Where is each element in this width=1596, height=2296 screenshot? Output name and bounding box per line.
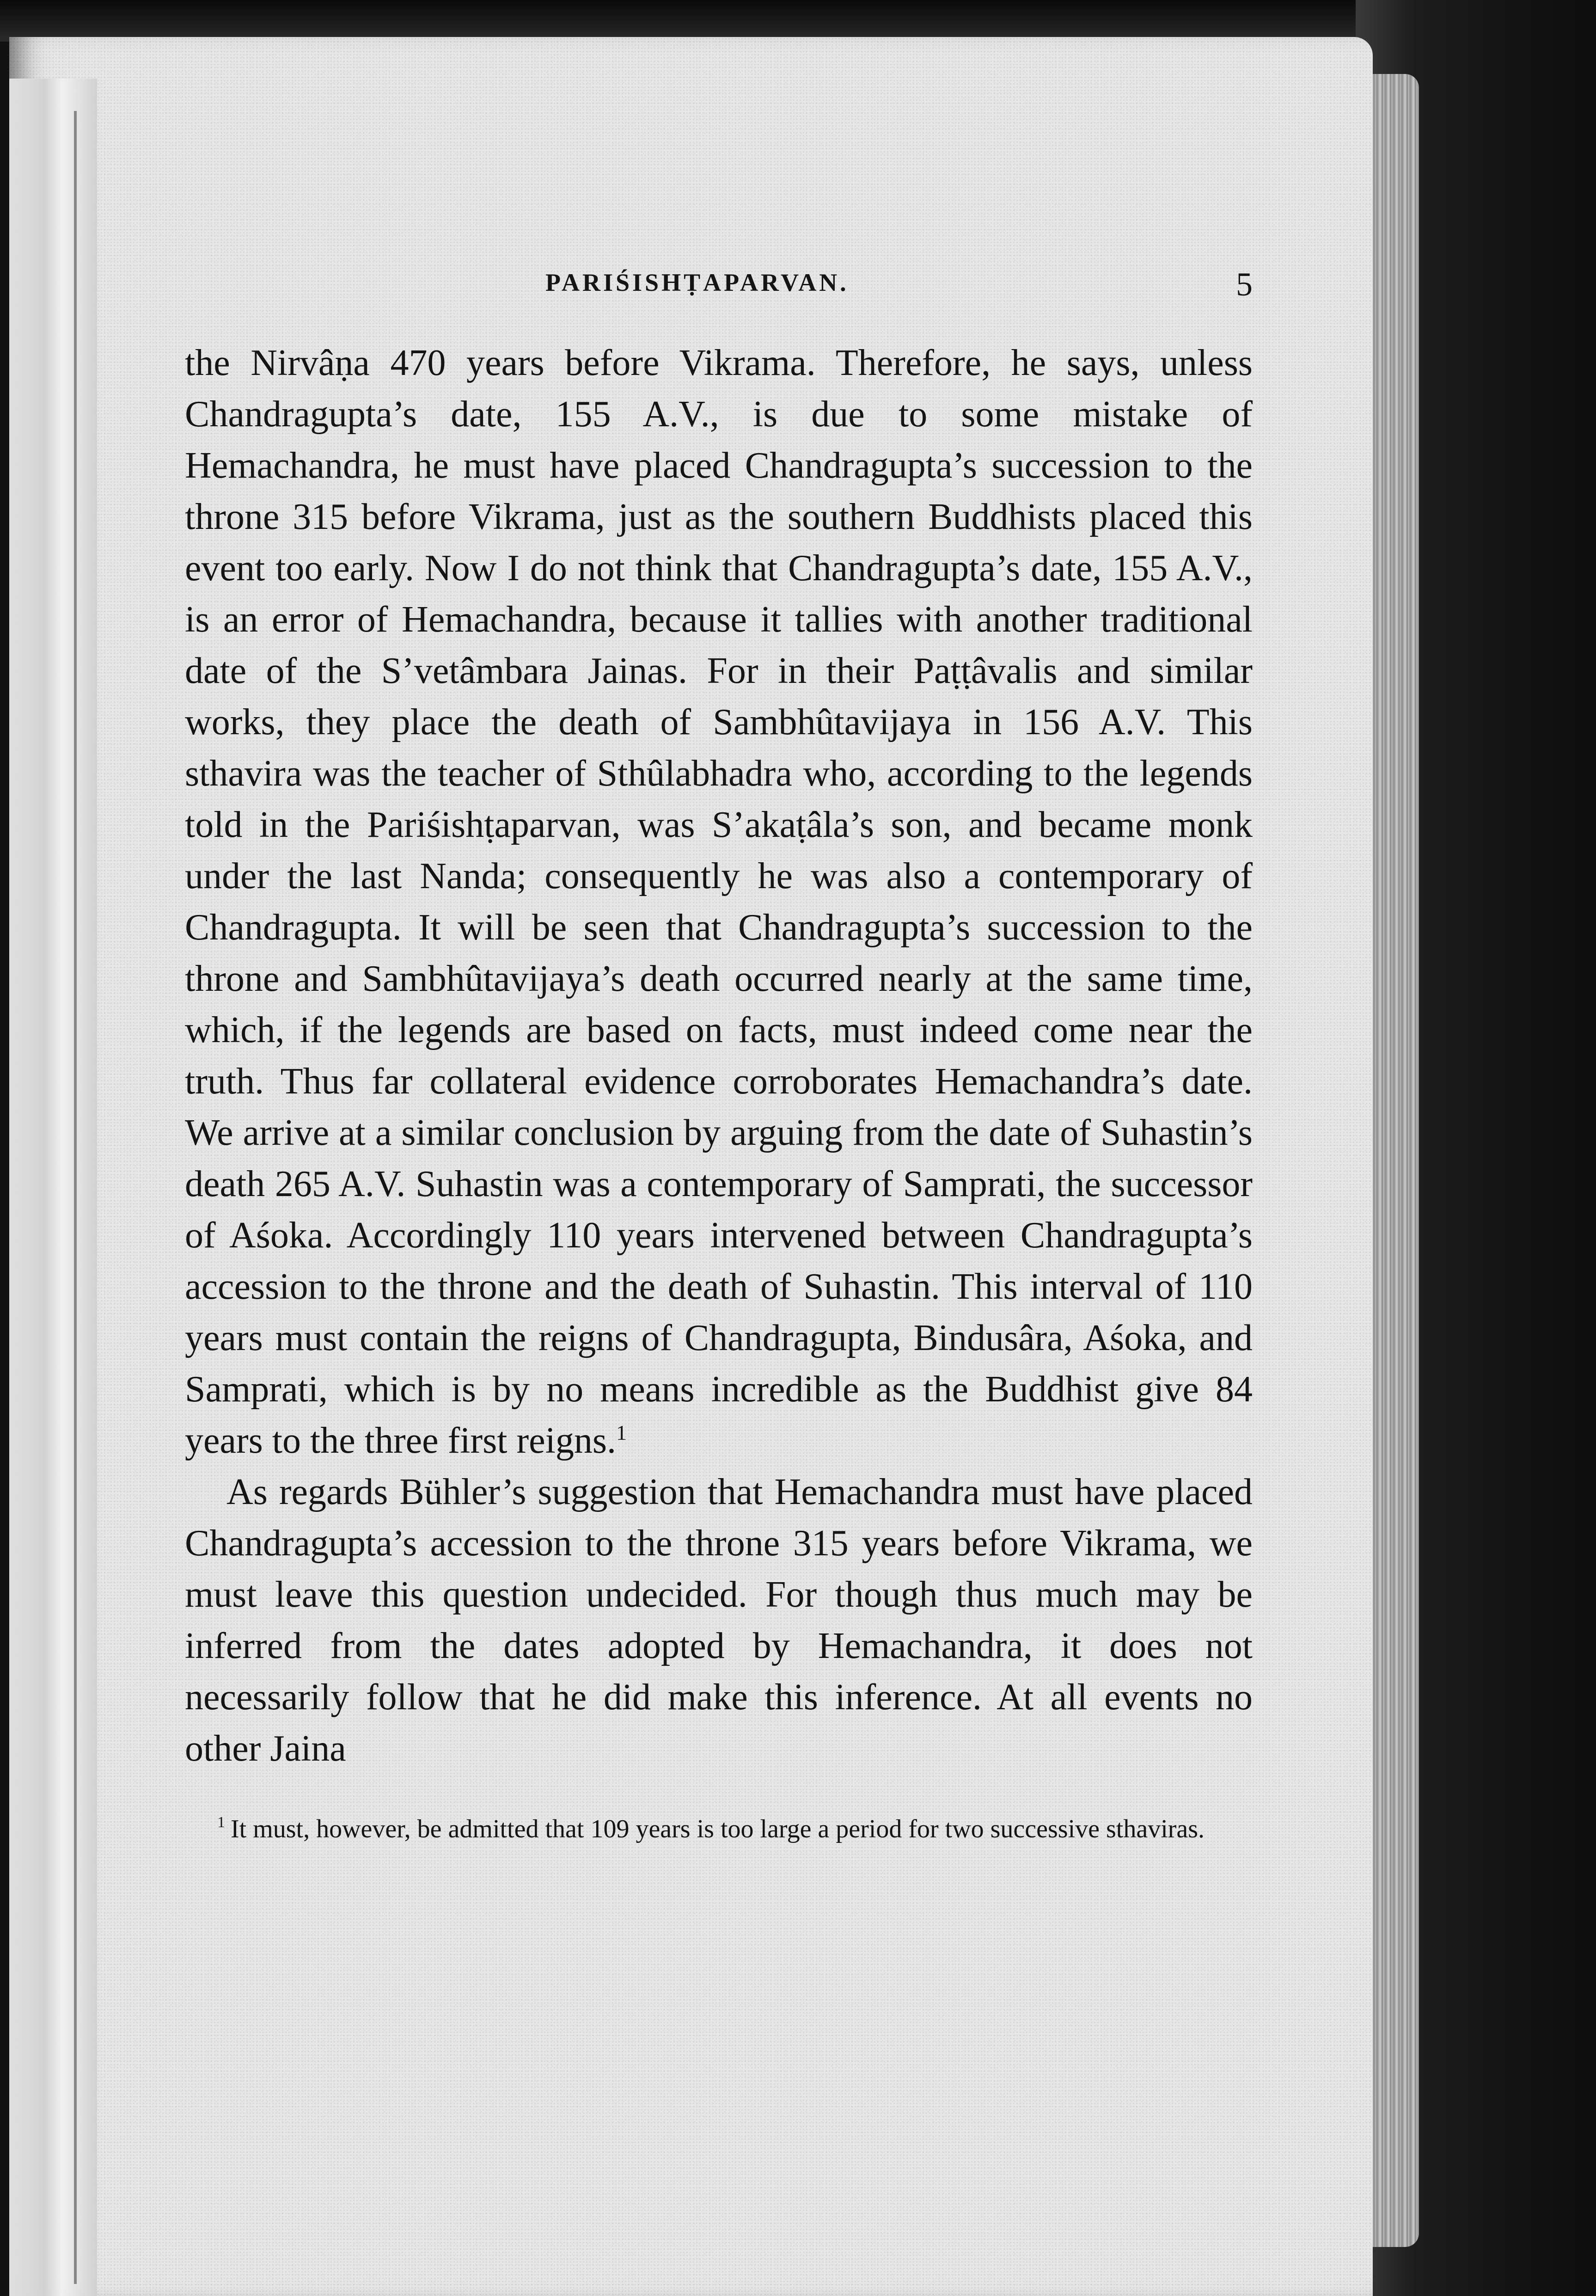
book-binding (9, 79, 97, 2296)
page-paper (9, 37, 1373, 2296)
binding-crease (74, 111, 77, 2284)
paragraph-2: As regards Bühler’s suggestion that Hemachandra must have placed Chandragupta’s accession to the throne 315 years before Vikrama, we must leave this question undecided. For though thus much may be inferred from the dates adopted by Hemachandra, it does not necessarily follow that he did make this inference. At all events no other Jaina (185, 1472, 1253, 1769)
paragraph-1-text: the Nirvâṇa 470 years before Vikrama. Therefore, he says, unless Chandragupta’s date, 155 A.V., is due to some mistake of Hemachandra, he must have placed Chandragupta’s succession to the throne 315 before Vikrama, just as the southern Buddhists placed this event too early. Now I do not think that Chandragupta’s date, 155 A.V., is an error of Hemachandra, because it tallies with another traditional date of the S’vetâmbara Jainas. For in their Paṭṭâvalis and similar works, they place the death of Sambhûtavijaya in 156 A.V. This sthavira was the teacher of Sthûlabhadra who, according to the legends told in the Pariśishṭaparvan, was S’akaṭâla’s son, and became monk under the last Nanda; consequently he was also a contemporary of Chandragupta. It will be seen that Chandragupta’s succession to the throne and Sambhûtavijaya’s death occurred nearly at the same time, which, if the legends are based on facts, must indeed come near the truth. Thus far collateral evidence corroborates Hemachandra’s date. We arrive at a similar conclusion by arguing from the date of Suhastin’s death 265 A.V. Suhastin was a contemporary of Samprati, the successor of Aśoka. Accordingly 110 years intervened between Chandragupta’s accession to the throne and the death of Suhastin. This interval of 110 years must contain the reigns of Chandragupta, Bindusâra, Aśoka, and Samprati, which is by no means incredible as the Buddhist give 84 years to the three first reigns. (185, 343, 1253, 1461)
text-block (185, 268, 1253, 1851)
running-head: PARIŚISHṬAPARVAN. (545, 269, 849, 296)
page-header (185, 268, 1253, 319)
footnote-reference[interactable]: 1 (616, 1421, 627, 1444)
body-text (185, 338, 1253, 1774)
paragraph-continued (185, 338, 1253, 1467)
footnote-mark: 1 (217, 1814, 225, 1831)
footnote (185, 1807, 1253, 1851)
footnote-text: It must, however, be admitted that 109 years is too large a period for two successive sthaviras. (231, 1815, 1205, 1843)
page-number: 5 (1236, 266, 1253, 303)
